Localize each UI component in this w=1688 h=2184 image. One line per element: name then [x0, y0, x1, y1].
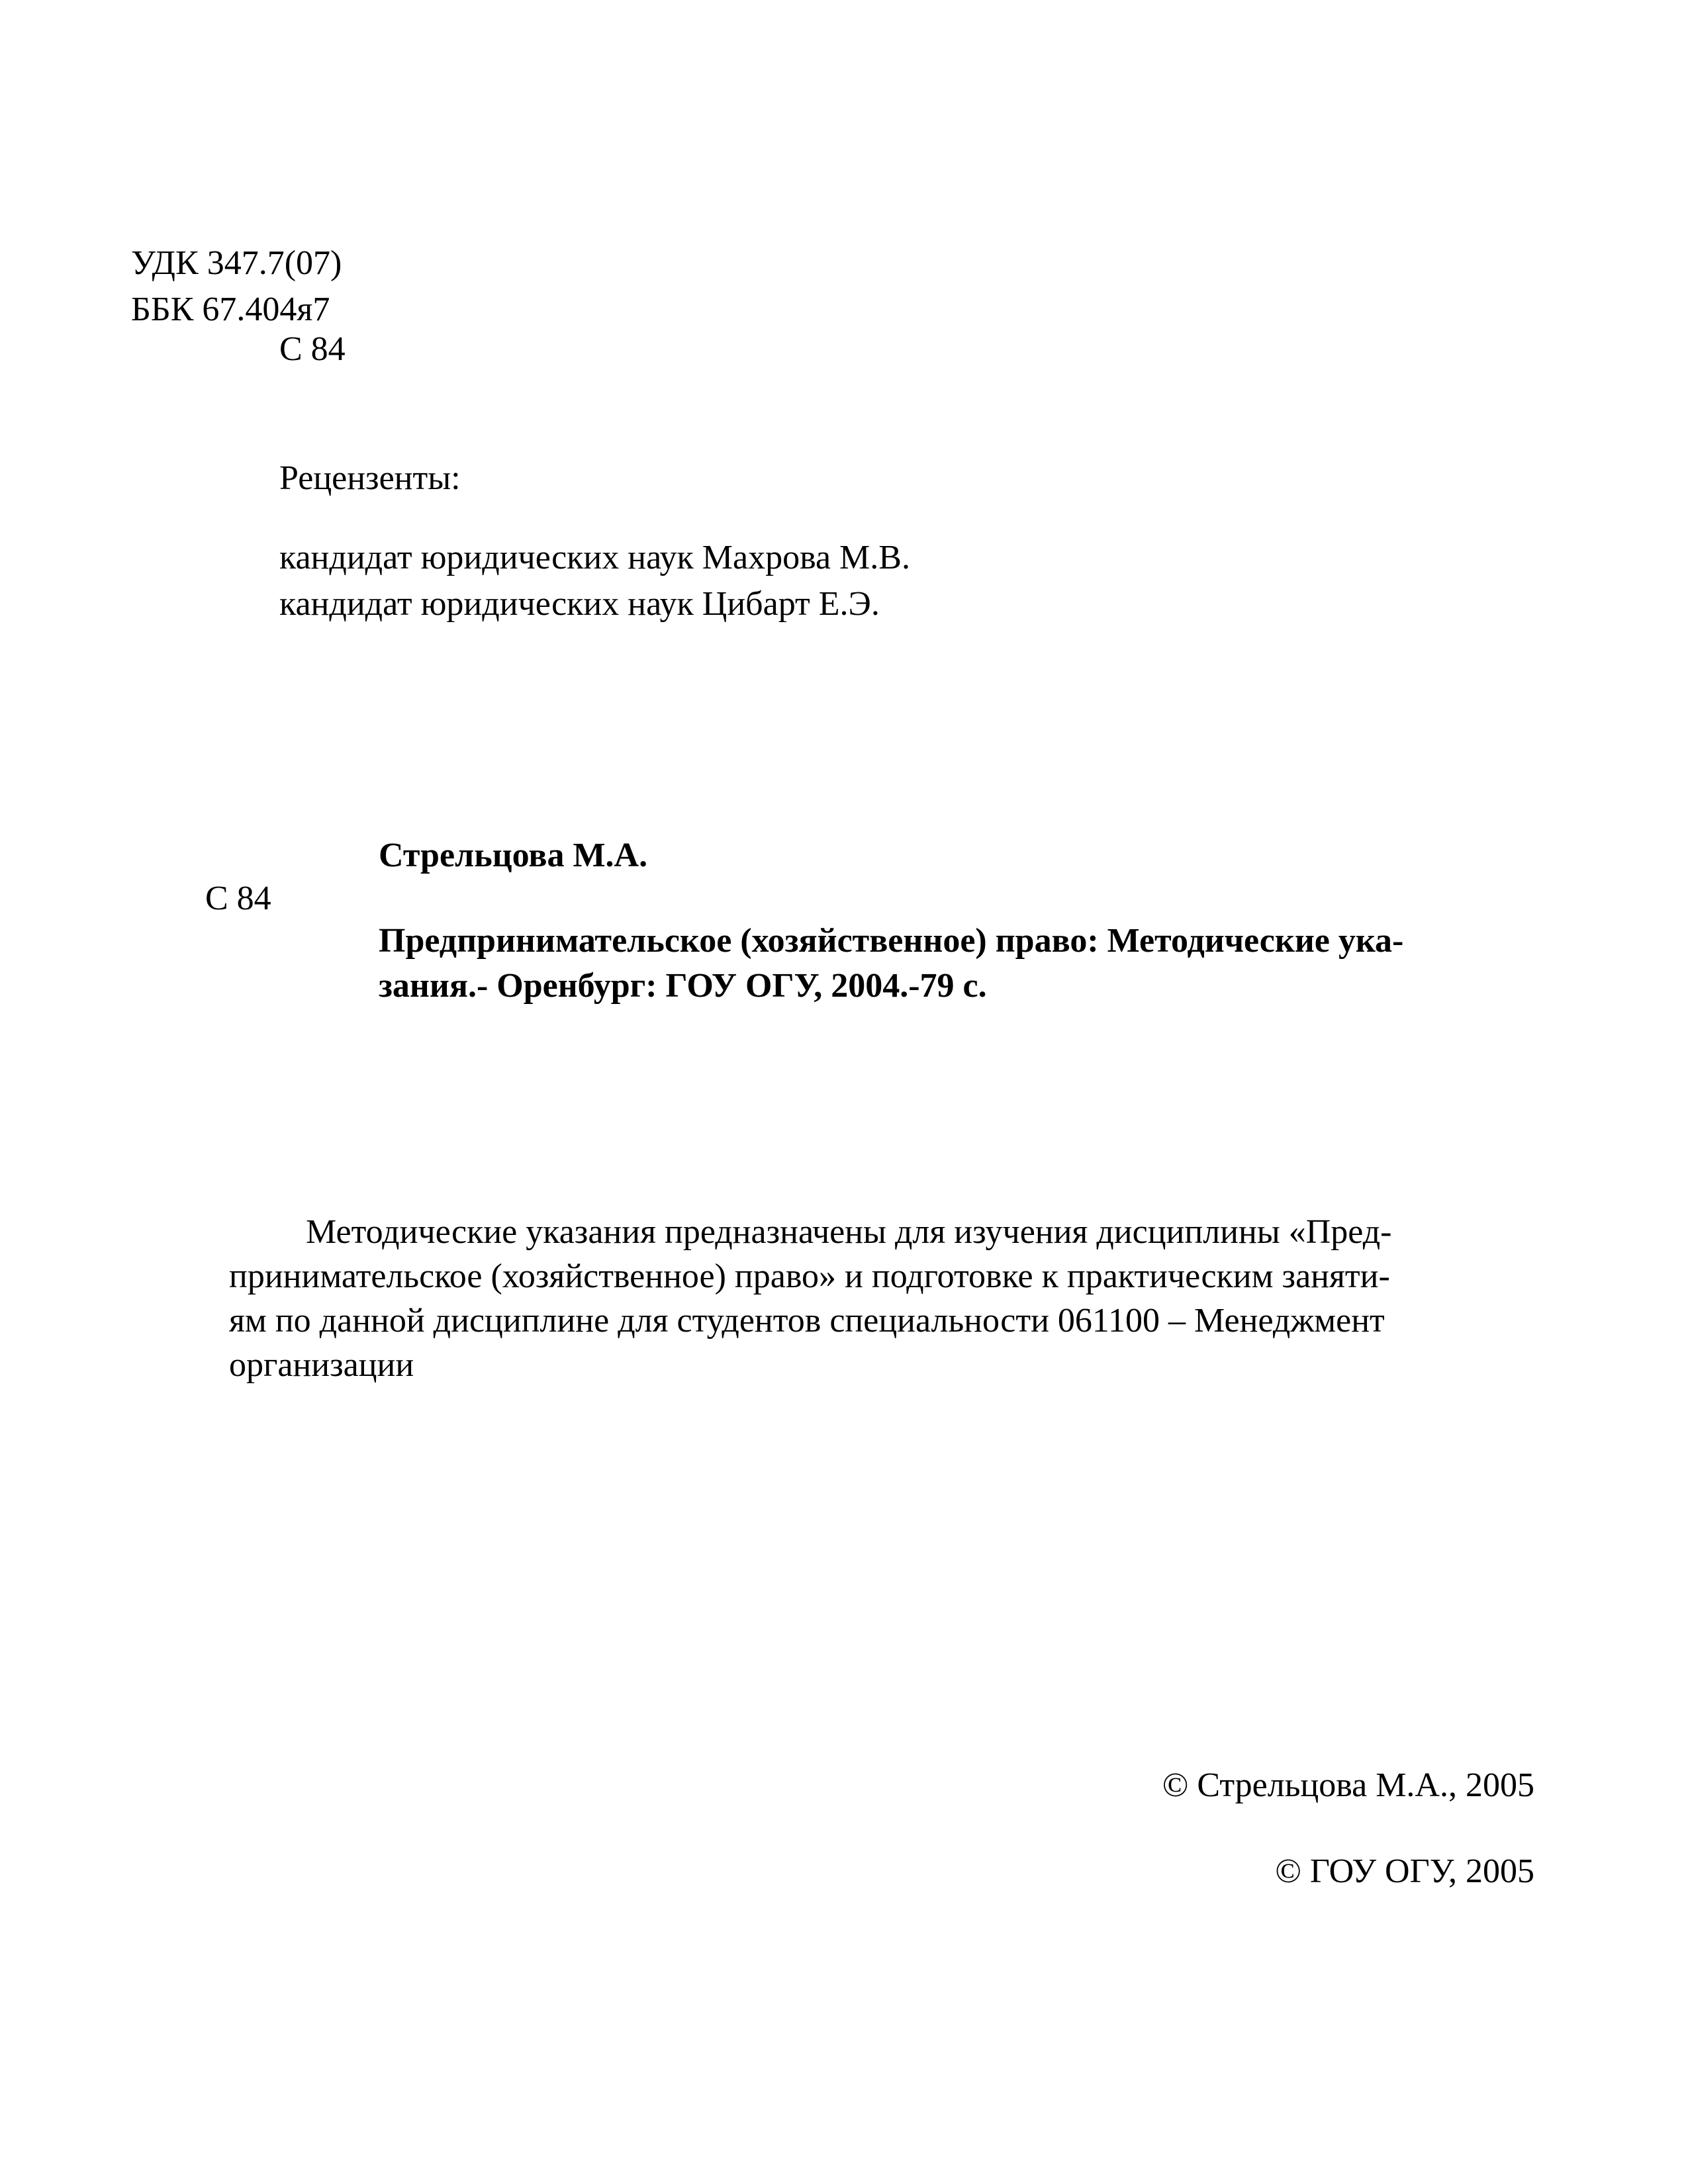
abstract-line: ям по данной дисциплине для студентов специальности 061100 – Менеджмент — [229, 1302, 1385, 1340]
abstract-paragraph — [229, 1210, 1533, 1387]
copyright-author: © Стрельцова М.А., 2005 — [1162, 1766, 1534, 1804]
book-title-line: Предпринимательское (хозяйственное) право: Методические ука- — [379, 922, 1404, 960]
abstract-line: Методические указания предназначены для изучения дисциплины «Пред- — [306, 1213, 1392, 1251]
abstract-line: организации — [229, 1346, 414, 1384]
reviewer-item: кандидат юридических наук Махрова М.В. — [279, 539, 910, 576]
author-mark-top: С 84 — [279, 330, 346, 368]
book-author: Стрельцова М.А. — [379, 837, 648, 874]
abstract-line: принимательское (хозяйственное) право» и подготовке к практическим заняти- — [229, 1257, 1390, 1295]
copyright-org: © ГОУ ОГУ, 2005 — [1275, 1852, 1534, 1890]
book-title-line: зания.- Оренбург: ГОУ ОГУ, 2004.-79 с. — [379, 967, 987, 1005]
reviewers-heading: Рецензенты: — [279, 459, 461, 497]
author-mark-side: С 84 — [205, 880, 271, 917]
udk-code: УДК 347.7(07) — [131, 244, 342, 282]
book-title — [379, 919, 1536, 1009]
reviewer-item: кандидат юридических наук Цибарт Е.Э. — [279, 585, 880, 623]
bbk-code: ББК 67.404я7 — [131, 291, 330, 328]
